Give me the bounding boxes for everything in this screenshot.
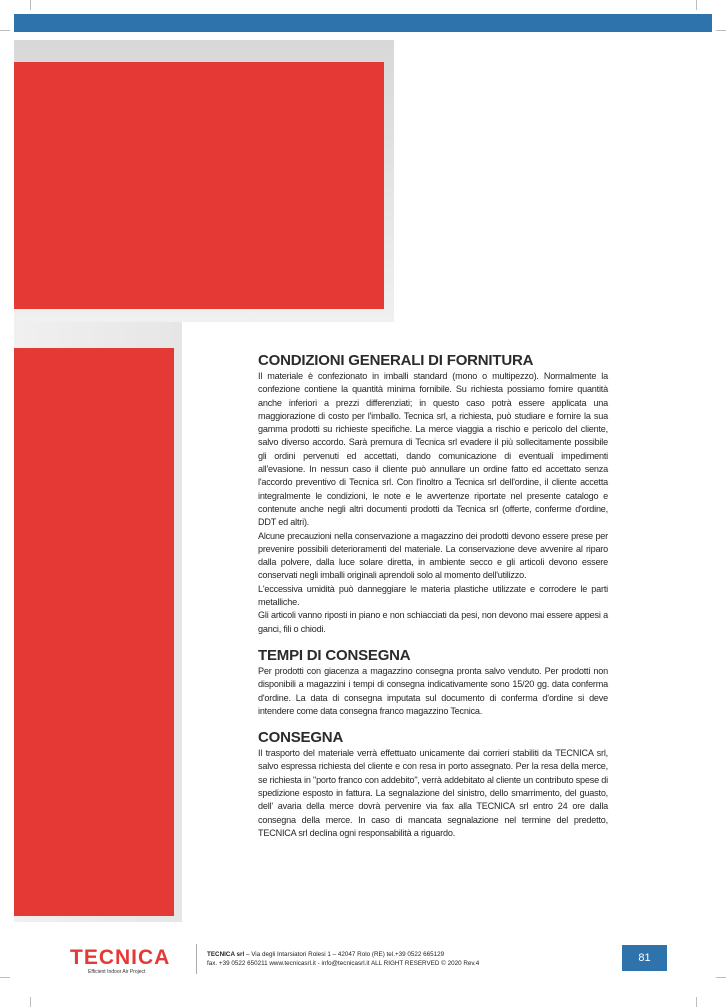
footer-divider	[196, 944, 197, 974]
section-paragraph: Gli articoli vanno riposti in piano e non schiacciati da pesi, non devono mai essere appesi a ganci, fili o chiodi.	[258, 610, 608, 634]
crop-mark	[716, 30, 726, 31]
address-line-1	[207, 950, 479, 959]
section-title: TEMPI DI CONSEGNA	[258, 646, 411, 664]
section-paragraph: L'eccessiva umidità può danneggiare le materia plastiche utilizzate e corrodere le parti metalliche.	[258, 583, 608, 608]
section-consegna	[258, 729, 608, 840]
page-footer	[0, 938, 726, 978]
crop-mark	[30, 997, 31, 1007]
left-red-block	[14, 348, 174, 916]
section-condizioni	[258, 352, 608, 636]
section-paragraph: Per prodotti con giacenza a magazzino consegna pronta salvo venduto. Per prodotti non disponibili a magazzini i tempi di consegna indicativamente sono 15/20 gg. data conferma d'ordine. La data di consegna imputata sul documento di conferma d'ordine si deve intendere come data consegna franco magazzino Tecnica.	[258, 665, 608, 716]
top-header-bar	[14, 14, 712, 32]
top-red-block	[14, 62, 384, 309]
main-content	[258, 352, 608, 851]
section-title: CONDIZIONI GENERALI DI FORNITURA	[258, 352, 534, 369]
crop-mark	[696, 997, 697, 1007]
logo-tagline: Efficient Indoor Air Project	[88, 969, 146, 975]
company-name: TECNICA srl	[207, 951, 245, 958]
section-tempi-di-consegna	[258, 647, 608, 718]
crop-mark	[696, 0, 697, 10]
address-text: – Via degli Intarsiatori Rolesi 1 – 42047 Rolo (RE) tel.+39 0522 665129	[244, 951, 445, 958]
address-line-2: fax. +39 0522 650211 www.tecnicasrl.it - info@tecnicasrl.it ALL RIGHT RESERVED © 2020 Rev.4	[207, 960, 480, 967]
crop-mark	[30, 0, 31, 10]
crop-mark	[0, 30, 10, 31]
section-paragraph: Il trasporto del materiale verrà effettuato unicamente dai corrieri stabiliti da TECNICA srl, salvo espressa richiesta del cliente e con resa in porto assegnato. Per la resa della merce, se richiesta in "porto franco con addebito", verrà addebitato al cliente un contributo spese di spedizione esposto in fattura. La segnalazione del sinistro, dello smarrimento, del guasto, dell' avaria della merce dovrà pervenire via fax alla TECNICA srl entro 24 ore dalla consegna della merce. In caso di mancata segnalazione nel termine del predetto, TECNICA srl declina ogni responsabilità a riguardo.	[258, 748, 608, 838]
footer-address	[207, 950, 479, 968]
tecnica-logo: TECNICA	[70, 946, 171, 969]
section-title: CONSEGNA	[258, 729, 344, 747]
page-number: 81	[622, 945, 667, 971]
section-paragraph: Alcune precauzioni nella conservazione a magazzino dei prodotti devono essere prese per prevenire possibili deterioramenti del materiale. La conservazione deve avvenire al riparo dalla polvere, dalla luce solare diretta, in ambiente secco e gli articoli devono essere conservati negli imballi originali aprendoli solo al momento dell'utilizzo.	[258, 530, 608, 581]
section-paragraph: Il materiale è confezionato in imballi standard (mono o multipezzo). Normalmente la confezione contiene la quantità minima fornibile. Su richiesta possiamo fornire quantità anche inferiori a prezzi differenziati; in questo caso potrà essere applicata una maggiorazione di costo per l'imballo. Tecnica srl, a richiesta, può studiare e fornire la sua gamma prodotti su richieste specifiche. La merce viaggia a rischio e pericolo del cliente, salvo diverso accordo. Sarà premura di Tecnica srl evadere il più sollecitamente possibile gli ordini pervenuti ed accettati, dando comunicazione di eventuali impedimenti all'evasione. In nessun caso il cliente può annullare un ordine fatto ed accettato senza l'accordo preventivo di Tecnica srl. Con l'inoltro a Tecnica srl dell'ordine, il cliente accetta integralmente le condizioni, le note e le avvertenze riportate nel presente catalogo e contenute anche negli altri documenti prodotti da Tecnica srl (offerte, conferme d'ordine, DDT ed altri).	[258, 371, 608, 528]
